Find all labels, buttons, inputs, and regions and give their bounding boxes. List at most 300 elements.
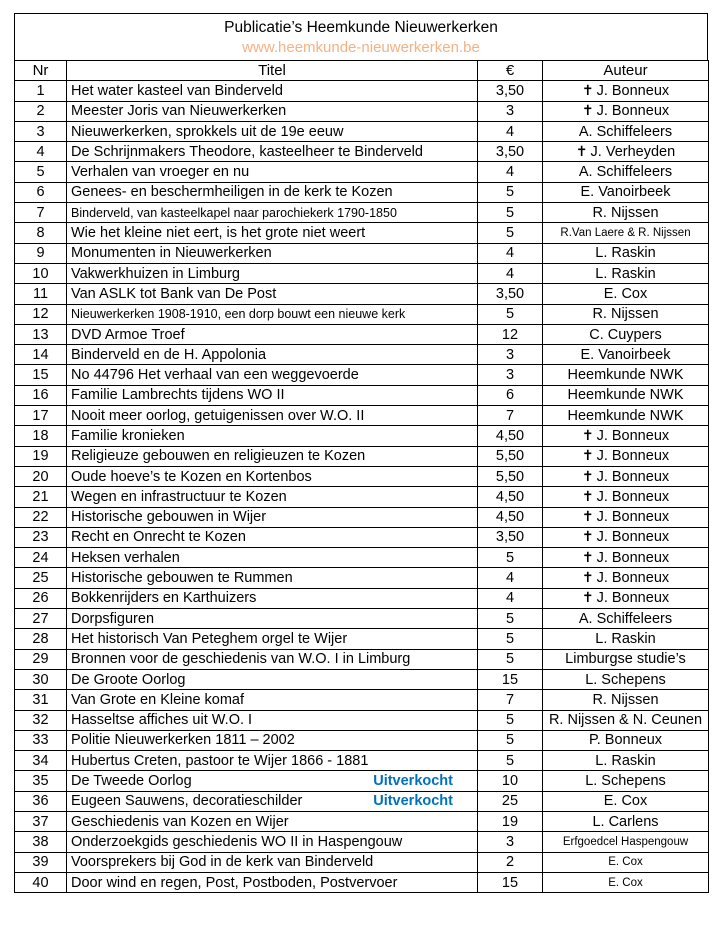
publication-title: Nieuwerkerken 1908-1910, een dorp bouwt een nieuwe kerk xyxy=(71,307,406,322)
publication-price: 5 xyxy=(478,182,543,202)
publication-title: Oude hoeve’s te Kozen en Kortenbos xyxy=(71,468,312,485)
publication-price: 5,50 xyxy=(478,446,543,466)
publication-title: Religieuze gebouwen en religieuzen te Kozen xyxy=(71,448,366,465)
cross-icon: ✝ xyxy=(581,549,594,566)
row-number: 26 xyxy=(15,588,67,608)
publication-price: 19 xyxy=(478,811,543,831)
table-row xyxy=(15,609,709,629)
publication-price: 4,50 xyxy=(478,507,543,527)
publication-author-cell xyxy=(543,649,709,669)
table-row xyxy=(15,345,709,365)
publication-author-cell xyxy=(543,690,709,710)
sold-out-badge: Uitverkocht xyxy=(373,793,453,810)
publication-author: A. Schiffeleers xyxy=(578,123,673,140)
publication-author: Heemkunde NWK xyxy=(567,367,684,384)
publication-title-cell xyxy=(67,284,478,304)
publication-price: 7 xyxy=(478,690,543,710)
publication-title: Wegen en infrastructuur te Kozen xyxy=(71,488,287,505)
table-row xyxy=(15,182,709,202)
row-number: 19 xyxy=(15,446,67,466)
publication-author: E. Cox xyxy=(603,793,648,810)
publication-title: Dorpsfiguren xyxy=(71,610,155,627)
row-number: 5 xyxy=(15,162,67,182)
row-number: 32 xyxy=(15,710,67,730)
publication-author-cell xyxy=(543,487,709,507)
publication-author: J. Bonneux xyxy=(596,529,670,546)
publication-title-cell xyxy=(67,609,478,629)
publication-price: 3,50 xyxy=(478,142,543,162)
table-row xyxy=(15,81,709,101)
publication-author: L. Schepens xyxy=(585,671,666,688)
publication-price: 4 xyxy=(478,162,543,182)
publication-author-cell xyxy=(543,121,709,141)
table-row xyxy=(15,730,709,750)
publication-title-cell xyxy=(67,365,478,385)
publication-author-cell xyxy=(543,446,709,466)
row-number: 17 xyxy=(15,406,67,426)
row-number: 20 xyxy=(15,466,67,486)
publication-price: 5 xyxy=(478,203,543,223)
table-row xyxy=(15,142,709,162)
publication-price: 4,50 xyxy=(478,487,543,507)
publication-author: R.Van Laere & R. Nijssen xyxy=(560,227,691,240)
publication-title-cell xyxy=(67,548,478,568)
publication-title-cell xyxy=(67,182,478,202)
column-header-titel: Titel xyxy=(67,61,478,81)
row-number: 28 xyxy=(15,629,67,649)
cross-icon: ✝ xyxy=(575,143,588,160)
publication-title: Politie Nieuwerkerken 1811 – 2002 xyxy=(71,732,295,749)
publication-author: L. Raskin xyxy=(595,752,656,769)
publication-author: E. Cox xyxy=(608,856,643,869)
publication-title-cell xyxy=(67,487,478,507)
row-number: 18 xyxy=(15,426,67,446)
cross-icon: ✝ xyxy=(581,570,594,587)
publication-title-cell xyxy=(67,852,478,872)
publication-title: Heksen verhalen xyxy=(71,549,180,566)
publication-author: Limburgse studie’s xyxy=(565,651,686,668)
publication-author: A. Schiffeleers xyxy=(578,164,673,181)
cross-icon: ✝ xyxy=(581,427,594,444)
publication-price: 12 xyxy=(478,324,543,344)
cross-icon: ✝ xyxy=(581,488,594,505)
table-row xyxy=(15,284,709,304)
row-number: 34 xyxy=(15,751,67,771)
row-number: 9 xyxy=(15,243,67,263)
publication-title-cell xyxy=(67,649,478,669)
publication-author-cell xyxy=(543,588,709,608)
row-number: 25 xyxy=(15,568,67,588)
sheet-title: Publicatie’s Heemkunde Nieuwerkerken xyxy=(224,19,498,36)
row-number: 40 xyxy=(15,872,67,892)
publication-author: C. Cuypers xyxy=(589,326,662,343)
publication-price: 3,50 xyxy=(478,527,543,547)
publication-title-cell xyxy=(67,690,478,710)
table-row xyxy=(15,588,709,608)
publication-price: 4 xyxy=(478,243,543,263)
publication-author-cell xyxy=(543,548,709,568)
publication-author: J. Bonneux xyxy=(596,509,670,526)
publication-price: 5 xyxy=(478,548,543,568)
row-number: 15 xyxy=(15,365,67,385)
publication-author-cell xyxy=(543,162,709,182)
publication-author: L. Carlens xyxy=(592,813,659,830)
table-row xyxy=(15,872,709,892)
publication-price: 15 xyxy=(478,872,543,892)
publication-title: Voorsprekers bij God in de kerk van Binderveld xyxy=(71,854,374,871)
column-header-nr: Nr xyxy=(15,61,67,81)
publication-price: 4 xyxy=(478,588,543,608)
cross-icon: ✝ xyxy=(581,448,594,465)
publication-author: J. Bonneux xyxy=(596,448,670,465)
row-number: 13 xyxy=(15,324,67,344)
publication-author-cell xyxy=(543,345,709,365)
publication-author: R. Nijssen xyxy=(592,204,659,221)
table-row xyxy=(15,527,709,547)
publication-price: 5 xyxy=(478,223,543,243)
table-row xyxy=(15,466,709,486)
row-number: 2 xyxy=(15,101,67,121)
row-number: 39 xyxy=(15,852,67,872)
row-number: 37 xyxy=(15,811,67,831)
publication-price: 5 xyxy=(478,629,543,649)
publication-author: E. Vanoirbeek xyxy=(580,346,671,363)
publication-author-cell xyxy=(543,81,709,101)
publication-title-cell xyxy=(67,568,478,588)
publication-author-cell xyxy=(543,223,709,243)
table-row xyxy=(15,751,709,771)
row-number: 29 xyxy=(15,649,67,669)
publication-author-cell xyxy=(543,751,709,771)
table-row xyxy=(15,487,709,507)
publication-title: Hubertus Creten, pastoor te Wijer 1866 - 1881 xyxy=(71,752,369,769)
table-row xyxy=(15,121,709,141)
publication-title-cell xyxy=(67,771,478,791)
table-row xyxy=(15,243,709,263)
table-row xyxy=(15,669,709,689)
publication-author-cell xyxy=(543,771,709,791)
row-number: 23 xyxy=(15,527,67,547)
publication-price: 15 xyxy=(478,669,543,689)
publication-author-cell xyxy=(543,406,709,426)
table-row xyxy=(15,203,709,223)
publication-author: Heemkunde NWK xyxy=(567,387,684,404)
publication-author-cell xyxy=(543,426,709,446)
row-number: 12 xyxy=(15,304,67,324)
publication-price: 5 xyxy=(478,649,543,669)
publication-price: 6 xyxy=(478,385,543,405)
publication-title: Recht en Onrecht te Kozen xyxy=(71,529,246,546)
publication-author-cell xyxy=(543,811,709,831)
publication-author-cell xyxy=(543,527,709,547)
publication-author-cell xyxy=(543,507,709,527)
publication-title-cell xyxy=(67,832,478,852)
publication-title: Hasseltse affiches uit W.O. I xyxy=(71,712,253,729)
publication-title: Bronnen voor de geschiedenis van W.O. I in Limburg xyxy=(71,651,411,668)
publication-title-cell xyxy=(67,263,478,283)
publication-author: J. Bonneux xyxy=(596,103,670,120)
publication-author: Heemkunde NWK xyxy=(567,407,684,424)
publication-author-cell xyxy=(543,182,709,202)
publication-author: A. Schiffeleers xyxy=(578,610,673,627)
publication-title-cell xyxy=(67,324,478,344)
row-number: 31 xyxy=(15,690,67,710)
table-row xyxy=(15,568,709,588)
publication-author-cell xyxy=(543,304,709,324)
row-number: 22 xyxy=(15,507,67,527)
publication-title: Het historisch Van Peteghem orgel te Wijer xyxy=(71,630,348,647)
publication-author-cell xyxy=(543,385,709,405)
publication-author: J. Bonneux xyxy=(596,549,670,566)
publication-title-cell xyxy=(67,791,478,811)
publication-author-cell xyxy=(543,609,709,629)
publication-price: 3 xyxy=(478,832,543,852)
table-row xyxy=(15,811,709,831)
publication-title: De Tweede Oorlog xyxy=(71,773,192,790)
publication-author: P. Bonneux xyxy=(588,732,663,749)
publication-title-cell xyxy=(67,304,478,324)
publication-author-cell xyxy=(543,284,709,304)
publication-price: 5 xyxy=(478,751,543,771)
publication-author: E. Cox xyxy=(603,285,648,302)
publication-title: Eugeen Sauwens, decoratieschilder xyxy=(71,793,303,810)
publication-title: Van Grote en Kleine komaf xyxy=(71,691,245,708)
publication-title: De Schrijnmakers Theodore, kasteelheer te Binderveld xyxy=(71,143,423,160)
publication-title-cell xyxy=(67,385,478,405)
table-row xyxy=(15,162,709,182)
row-number: 21 xyxy=(15,487,67,507)
publication-title: Historische gebouwen in Wijer xyxy=(71,509,267,526)
row-number: 30 xyxy=(15,669,67,689)
row-number: 6 xyxy=(15,182,67,202)
publication-author: R. Nijssen xyxy=(592,691,659,708)
table-row xyxy=(15,771,709,791)
publication-title: De Groote Oorlog xyxy=(71,671,186,688)
publication-author: J. Bonneux xyxy=(596,82,670,99)
publication-price: 2 xyxy=(478,852,543,872)
publication-title-cell xyxy=(67,446,478,466)
publication-price: 7 xyxy=(478,406,543,426)
publication-title-cell xyxy=(67,426,478,446)
row-number: 38 xyxy=(15,832,67,852)
publication-author-cell xyxy=(543,324,709,344)
row-number: 3 xyxy=(15,121,67,141)
table-row xyxy=(15,548,709,568)
publication-author: L. Raskin xyxy=(595,265,656,282)
row-number: 36 xyxy=(15,791,67,811)
publication-title: Binderveld, van kasteelkapel naar parochiekerk 1790-1850 xyxy=(71,205,397,220)
publication-title-cell xyxy=(67,81,478,101)
publication-author: J. Bonneux xyxy=(596,590,670,607)
publication-author: L. Raskin xyxy=(595,630,656,647)
publication-title-cell xyxy=(67,101,478,121)
publication-author-cell xyxy=(543,872,709,892)
row-number: 10 xyxy=(15,263,67,283)
table-row xyxy=(15,406,709,426)
table-row xyxy=(15,832,709,852)
publication-author: L. Raskin xyxy=(595,245,656,262)
publication-title: Nieuwerkerken, sprokkels uit de 19e eeuw xyxy=(71,123,344,140)
publication-title: Onderzoekgids geschiedenis WO II in Haspengouw xyxy=(71,833,403,850)
publication-title-cell xyxy=(67,142,478,162)
publication-title-cell xyxy=(67,751,478,771)
row-number: 16 xyxy=(15,385,67,405)
publication-title-cell xyxy=(67,345,478,365)
publication-price: 4 xyxy=(478,263,543,283)
row-number: 4 xyxy=(15,142,67,162)
publication-author: J. Verheyden xyxy=(590,143,676,160)
cross-icon: ✝ xyxy=(581,103,594,120)
sold-out-badge: Uitverkocht xyxy=(373,773,453,790)
publication-author-cell xyxy=(543,101,709,121)
publication-author: L. Schepens xyxy=(585,773,666,790)
cross-icon: ✝ xyxy=(581,509,594,526)
publication-title: Binderveld en de H. Appolonia xyxy=(71,346,267,363)
publication-title: Familie kronieken xyxy=(71,427,185,444)
publication-title: Vakwerkhuizen in Limburg xyxy=(71,265,240,282)
publication-title: Het water kasteel van Binderveld xyxy=(71,82,283,99)
table-row xyxy=(15,446,709,466)
publication-price: 5 xyxy=(478,710,543,730)
sheet-header xyxy=(14,13,708,60)
publication-title: Meester Joris van Nieuwerkerken xyxy=(71,103,287,120)
table-row xyxy=(15,223,709,243)
cross-icon: ✝ xyxy=(581,468,594,485)
publication-title: Geschiedenis van Kozen en Wijer xyxy=(71,813,289,830)
publication-title: No 44796 Het verhaal van een weggevoerde xyxy=(71,367,359,384)
publication-title: Nooit meer oorlog, getuigenissen over W.O. II xyxy=(71,407,365,424)
publication-price: 4 xyxy=(478,568,543,588)
table-row xyxy=(15,507,709,527)
publication-author: J. Bonneux xyxy=(596,488,670,505)
publication-author: J. Bonneux xyxy=(596,468,670,485)
publication-author-cell xyxy=(543,730,709,750)
publication-author-cell xyxy=(543,832,709,852)
publication-author-cell xyxy=(543,142,709,162)
publication-author-cell xyxy=(543,669,709,689)
publication-author-cell xyxy=(543,263,709,283)
row-number: 14 xyxy=(15,345,67,365)
publication-author: E. Cox xyxy=(608,876,643,889)
publication-price: 5 xyxy=(478,304,543,324)
publication-price: 5 xyxy=(478,609,543,629)
publication-title-cell xyxy=(67,223,478,243)
publications-table xyxy=(14,60,709,893)
publication-price: 4,50 xyxy=(478,426,543,446)
publication-title: Door wind en regen, Post, Postboden, Postvervoer xyxy=(71,874,398,891)
publication-title-cell xyxy=(67,872,478,892)
table-header-row xyxy=(15,61,709,81)
row-number: 27 xyxy=(15,609,67,629)
column-header-prijs: € xyxy=(478,61,543,81)
row-number: 33 xyxy=(15,730,67,750)
row-number: 11 xyxy=(15,284,67,304)
table-row xyxy=(15,385,709,405)
publication-title: Verhalen van vroeger en nu xyxy=(71,164,250,181)
publication-author-cell xyxy=(543,568,709,588)
publication-title-cell xyxy=(67,507,478,527)
publication-price: 3 xyxy=(478,101,543,121)
publication-title-cell xyxy=(67,811,478,831)
publication-author-cell xyxy=(543,710,709,730)
table-row xyxy=(15,791,709,811)
table-row xyxy=(15,304,709,324)
publication-price: 5,50 xyxy=(478,466,543,486)
publication-price: 3 xyxy=(478,345,543,365)
publication-title-cell xyxy=(67,406,478,426)
publication-author: J. Bonneux xyxy=(596,427,670,444)
publication-title-cell xyxy=(67,121,478,141)
publication-price: 4 xyxy=(478,121,543,141)
row-number: 24 xyxy=(15,548,67,568)
publication-title: Van ASLK tot Bank van De Post xyxy=(71,285,277,302)
row-number: 35 xyxy=(15,771,67,791)
table-row xyxy=(15,101,709,121)
cross-icon: ✝ xyxy=(581,529,594,546)
column-header-auteur: Auteur xyxy=(543,61,709,81)
table-row xyxy=(15,649,709,669)
cross-icon: ✝ xyxy=(581,590,594,607)
row-number: 1 xyxy=(15,81,67,101)
table-row xyxy=(15,629,709,649)
publication-author-cell xyxy=(543,629,709,649)
publication-title-cell xyxy=(67,730,478,750)
publication-title-cell xyxy=(67,466,478,486)
publication-author-cell xyxy=(543,243,709,263)
table-row xyxy=(15,426,709,446)
publication-price: 3,50 xyxy=(478,81,543,101)
publication-price: 5 xyxy=(478,730,543,750)
table-body xyxy=(15,81,709,893)
publication-title: Monumenten in Nieuwerkerken xyxy=(71,245,272,262)
website-url: www.heemkunde-nieuwerkerken.be xyxy=(242,39,480,56)
row-number: 8 xyxy=(15,223,67,243)
publication-author-cell xyxy=(543,852,709,872)
publication-author-cell xyxy=(543,203,709,223)
publication-price: 3 xyxy=(478,365,543,385)
publication-title-cell xyxy=(67,243,478,263)
publication-price: 3,50 xyxy=(478,284,543,304)
table-row xyxy=(15,365,709,385)
publication-author: R. Nijssen & N. Ceunen xyxy=(548,712,703,729)
publication-title-cell xyxy=(67,162,478,182)
publication-title-cell xyxy=(67,669,478,689)
cross-icon: ✝ xyxy=(581,82,594,99)
publication-title: Historische gebouwen te Rummen xyxy=(71,570,293,587)
publication-author-cell xyxy=(543,466,709,486)
table-row xyxy=(15,710,709,730)
publication-title-cell xyxy=(67,203,478,223)
publication-sheet xyxy=(14,13,708,893)
publication-title-cell xyxy=(67,629,478,649)
table-row xyxy=(15,690,709,710)
publication-author-cell xyxy=(543,791,709,811)
publication-author-cell xyxy=(543,365,709,385)
table-row xyxy=(15,324,709,344)
publication-author: E. Vanoirbeek xyxy=(580,184,671,201)
publication-author: J. Bonneux xyxy=(596,570,670,587)
publication-title: Bokkenrijders en Karthuizers xyxy=(71,590,257,607)
publication-title: Genees- en beschermheiligen in de kerk te Kozen xyxy=(71,184,393,201)
publication-author: R. Nijssen xyxy=(592,306,659,323)
publication-author: Erfgoedcel Haspengouw xyxy=(562,835,689,848)
table-row xyxy=(15,263,709,283)
publication-title-cell xyxy=(67,527,478,547)
publication-title: Familie Lambrechts tijdens WO II xyxy=(71,387,285,404)
publication-title-cell xyxy=(67,588,478,608)
row-number: 7 xyxy=(15,203,67,223)
publication-title-cell xyxy=(67,710,478,730)
